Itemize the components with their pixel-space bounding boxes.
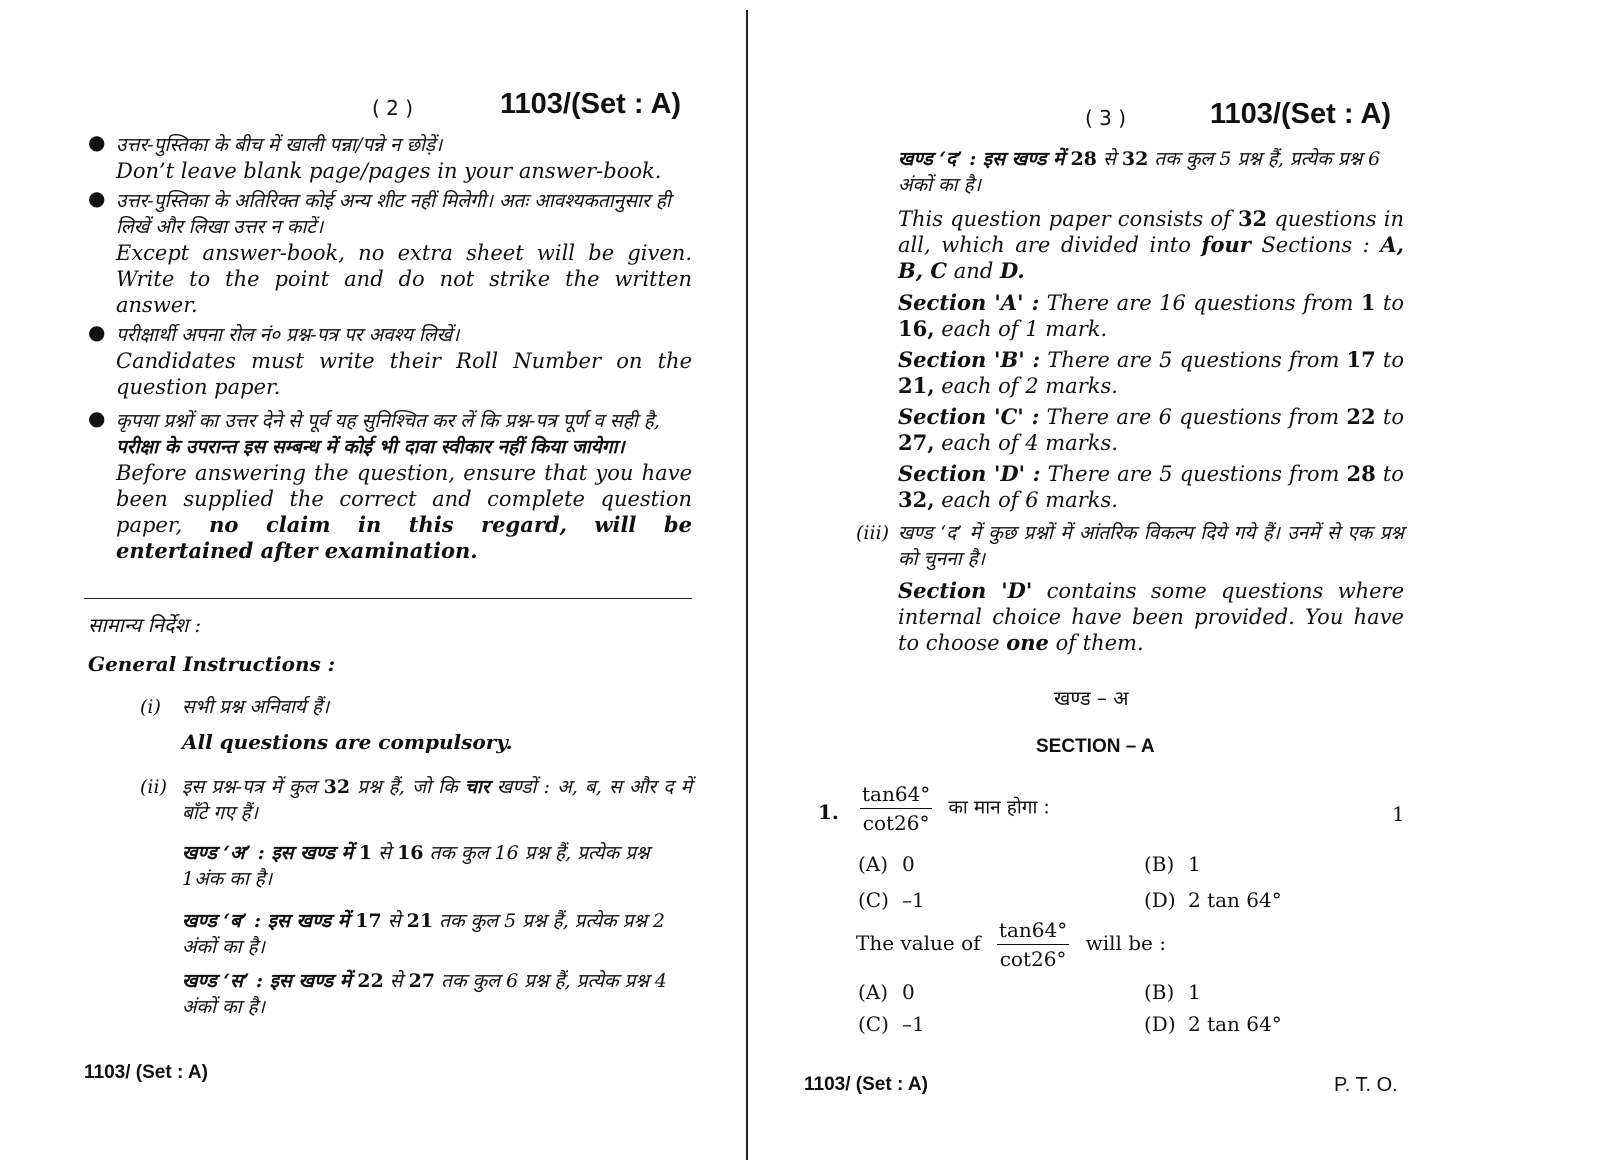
section-divider bbox=[84, 598, 692, 599]
bullet-icon: ● bbox=[88, 130, 106, 154]
instruction-label: (ii) bbox=[140, 776, 167, 798]
english-text: Before answering the question, ensure that you have been supplied the correct and complete question paper, no claim in this regard, will be entertained after examination. bbox=[116, 461, 692, 563]
pto-label: P. T. O. bbox=[1334, 1074, 1398, 1096]
section-a-info: Section 'A' : There are 16 questions from 1 to 16, each of 1 mark. bbox=[898, 290, 1404, 341]
instruction-label: (iii) bbox=[856, 522, 890, 544]
instruction-english: All questions are compulsory. bbox=[182, 730, 513, 754]
khand-b-text: खण्ड ‘ब’ : इस खण्ड में 17 से 21 तक कुल 5 प्रश्न हैं, प्रत्येक प्रश्न 2 अंकों का है। bbox=[182, 910, 666, 958]
instruction-bullet bbox=[116, 408, 692, 564]
hindi-text: उत्तर-पुस्तिका के बीच में खाली पन्ना/पन्ने न छोड़ें। bbox=[116, 134, 443, 156]
page-footer: 1103/ (Set : A) bbox=[84, 1062, 208, 1083]
hindi-text: उत्तर-पुस्तिका के अतिरिक्त कोई अन्य शीट नहीं मिलेगी। अतः आवश्यकतानुसार ही लिखें और लिखा उत्तर न काटें। bbox=[116, 190, 671, 238]
instruction-hindi: इस प्रश्न-पत्र में कुल 32 प्रश्न हैं, जो कि चार खण्डों : अ, ब, स और द में बाँटे गए हैं। bbox=[182, 776, 692, 824]
page-footer: 1103/ (Set : A) bbox=[804, 1074, 928, 1095]
option-d: (D) 2 tan 64° bbox=[1144, 1012, 1282, 1036]
bullet-icon: ● bbox=[88, 320, 106, 344]
english-text: Candidates must write their Roll Number on the question paper. bbox=[116, 349, 692, 399]
instruction-english: Section 'D' contains some questions where internal choice have been provided. You have to choose one of them. bbox=[898, 578, 1404, 655]
question-marks: 1 bbox=[1392, 802, 1405, 826]
bullet-icon: ● bbox=[88, 406, 106, 430]
fraction: $\frac{\tan 64^\circ}{\cot 26^\circ}$ bbox=[862, 782, 931, 835]
option-b: (B) 1 bbox=[1144, 980, 1201, 1004]
khand-d-text: खण्ड ‘द’ : इस खण्ड में 28 से 32 तक कुल 5 प्रश्न हैं, प्रत्येक प्रश्न 6 अंकों का है। bbox=[898, 148, 1381, 196]
english-text: Except answer-book, no extra sheet will be given. Write to the point and do not strike the written answer. bbox=[116, 241, 692, 317]
option-a: (A) 0 bbox=[858, 980, 915, 1004]
option-c: (C) –1 bbox=[858, 888, 925, 912]
option-b: (B) 1 bbox=[1144, 852, 1201, 876]
hindi-text: परीक्षार्थी अपना रोल नं० प्रश्न-पत्र पर अवश्य लिखें। bbox=[116, 324, 460, 346]
general-instructions-heading: General Instructions : bbox=[88, 652, 336, 676]
section-b-info: Section 'B' : There are 5 questions from 17 to 21, each of 2 marks. bbox=[898, 347, 1404, 398]
option-a: (A) 0 bbox=[858, 852, 915, 876]
page-spine bbox=[746, 10, 748, 1160]
general-instructions-hindi: सामान्य निर्देश : bbox=[88, 613, 202, 637]
bullet-icon: ● bbox=[88, 186, 106, 210]
question-number: 1. bbox=[818, 800, 839, 824]
instruction-label: (i) bbox=[140, 696, 161, 718]
instruction-bullet bbox=[116, 322, 692, 400]
instruction-bullet bbox=[116, 188, 692, 318]
english-text: Don’t leave blank page/pages in your answer-book. bbox=[116, 159, 662, 183]
page-number: ( 2 ) bbox=[372, 96, 414, 120]
section-d-info: Section 'D' : There are 5 questions from 28 to 32, each of 6 marks. bbox=[898, 461, 1404, 512]
hindi-text: कृपया प्रश्नों का उत्तर देने से पूर्व यह सुनिश्चित कर लें कि प्रश्न-पत्र पूर्ण व सही है, परीक्षा के उपरान्त इस सम्बन्ध में कोई भी दावा स्वीकार नहीं किया जायेगा। bbox=[116, 410, 660, 458]
question-1-english: The value of $\frac{\tan 64^\circ}{\cot 26^\circ}$ will be : bbox=[856, 918, 1166, 971]
instruction-hindi: सभी प्रश्न अनिवार्य हैं। bbox=[182, 696, 330, 718]
set-code: 1103/(Set : A) bbox=[1210, 98, 1392, 130]
khand-c-text: खण्ड ‘स’ : इस खण्ड में 22 से 27 तक कुल 6 प्रश्न हैं, प्रत्येक प्रश्न 4 अंकों का है। bbox=[182, 970, 668, 1018]
khand-a-text: खण्ड ‘अ’ : इस खण्ड में 1 से 16 तक कुल 16 प्रश्न हैं, प्रत्येक प्रश्न 1अंक का है। bbox=[182, 842, 650, 890]
option-c: (C) –1 bbox=[858, 1012, 925, 1036]
page-number: ( 3 ) bbox=[1085, 106, 1127, 130]
question-1-hindi: $\frac{\tan 64^\circ}{\cot 26^\circ}$ का मान होगा : bbox=[862, 782, 1050, 835]
section-title: SECTION – A bbox=[1036, 736, 1155, 757]
khand-title: खण्ड – अ bbox=[1054, 686, 1129, 710]
question-paper-summary: This question paper consists of 32 questions in all, which are divided into four Sections : A, B, C and D. bbox=[898, 206, 1404, 283]
fraction: $\frac{\tan 64^\circ}{\cot 26^\circ}$ bbox=[998, 918, 1068, 971]
instruction-hindi: खण्ड ‘द’ में कुछ प्रश्नों में आंतरिक विकल्प दिये गये हैं। उनमें से एक प्रश्न को चुनना है। bbox=[898, 522, 1404, 570]
set-code: 1103/(Set : A) bbox=[500, 88, 682, 120]
instruction-bullet bbox=[116, 132, 692, 184]
section-c-info: Section 'C' : There are 6 questions from 22 to 27, each of 4 marks. bbox=[898, 404, 1404, 455]
option-d: (D) 2 tan 64° bbox=[1144, 888, 1282, 912]
